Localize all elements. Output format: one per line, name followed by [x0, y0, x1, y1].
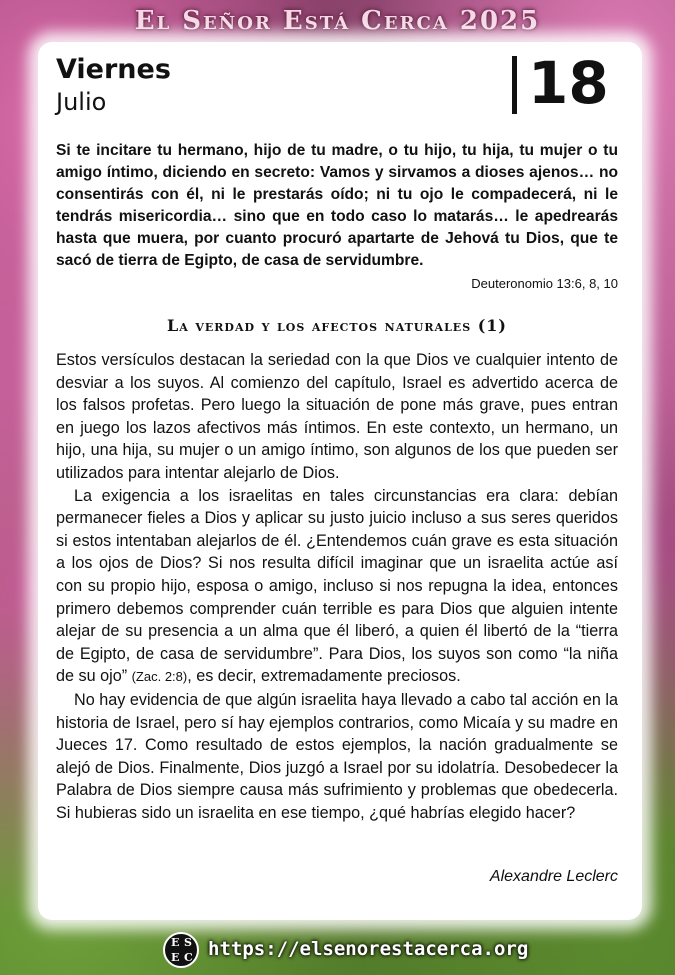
day-number: 18	[528, 49, 609, 117]
author-name: Alexandre Leclerc	[489, 868, 618, 885]
verse-reference: Deuteronomio 13:6, 8, 10	[471, 276, 618, 291]
body-paragraph-1: Estos versículos destacan la seriedad con la que Dios ve cualquier intento de desviar a los suyos. Al comienzo del capítulo, Israel es advertido acerca de los falsos profetas. Pero luego la situación de pone más grave, pues entran en juego los lazos afectivos más íntimos. En este contexto, un hermano, un hijo, una hija, su mujer o un amigo íntimo, son algunos de los que pueden ser utilizados para intentar alejarlo de Dios.	[56, 351, 618, 482]
body-paragraph-3: No hay evidencia de que algún israelita haya llevado a cabo tal acción en la historia de Israel, pero sí hay ejemplos contrarios, como Micaía y su madre en Jueces 17. Como resultado de estos ejemplos, la nación gradualmente se alejó de Dios. Finalmente, Dios juzgó a Israel por su idolatría. Desobedecer la Palabra de Dios siempre causa más sufrimiento y problemas que obedecerla. Si hubieras sido un israelita en ese tiempo, ¿qué habrías elegido hacer?	[56, 690, 618, 822]
site-logo-icon	[163, 932, 199, 968]
inline-reference: (Zac. 2:8)	[131, 669, 188, 685]
logo-letter-3: E	[171, 951, 180, 964]
logo-letter-4: C	[184, 951, 193, 964]
logo-letter-1: E	[171, 936, 180, 949]
key-verse: Si te incitare tu hermano, hijo de tu madre, o tu hijo, tu hija, tu mujer o tu amigo íntimo, diciendo en secreto: Vamos y sirvamos a dioses ajenos… no consentirás con él, ni le prestarás oído; ni tu ojo le compadecerá, ni le tendrás misericordia… sino que en todo caso lo matarás… le apedrearás hasta que muera, por cuanto procuró apartarte de Jehová tu Dios, que te sacó de tierra de Egipto, de casa de servidumbre.	[56, 142, 618, 269]
devotional-body	[56, 349, 618, 824]
date-divider	[512, 56, 517, 114]
body-paragraph-2	[56, 485, 618, 689]
month-label: Julio	[56, 88, 107, 116]
weekday-label: Viernes	[56, 54, 171, 85]
publication-title: El Señor Está Cerca 2025	[134, 6, 541, 36]
paragraph-2-text-b: , es decir, extremadamente preciosos.	[187, 667, 461, 686]
devotional-card	[38, 42, 642, 920]
logo-letter-2: S	[184, 936, 192, 949]
website-link[interactable]: https://elsenorestacerca.org	[208, 938, 529, 960]
section-title: La verdad y los afectos naturales (1)	[167, 316, 507, 335]
paragraph-2-text-a: La exigencia a los israelitas en tales circunstancias era clara: debían permanecer fieles a Dios y aplicar su justo juicio incluso a sus seres queridos si estos intentaban alejarlos de él. ¿Entendemos cuán grave es esta situación a los ojos de Dios? Si nos resulta difícil imaginar que un israelita actúe así con su propio hijo, esposa o amigo, incluso si nos repugna la idea, entonces primero debemos comprender cuán terrible es para Dios que alguien intente alejar de su presencia a un alma que él liberó, a quien él libertó de la “tierra de Egipto, de casa de servidumbre”. Para Dios, los suyos son como “la niña de su ojo”	[56, 486, 618, 686]
footer	[0, 932, 675, 972]
